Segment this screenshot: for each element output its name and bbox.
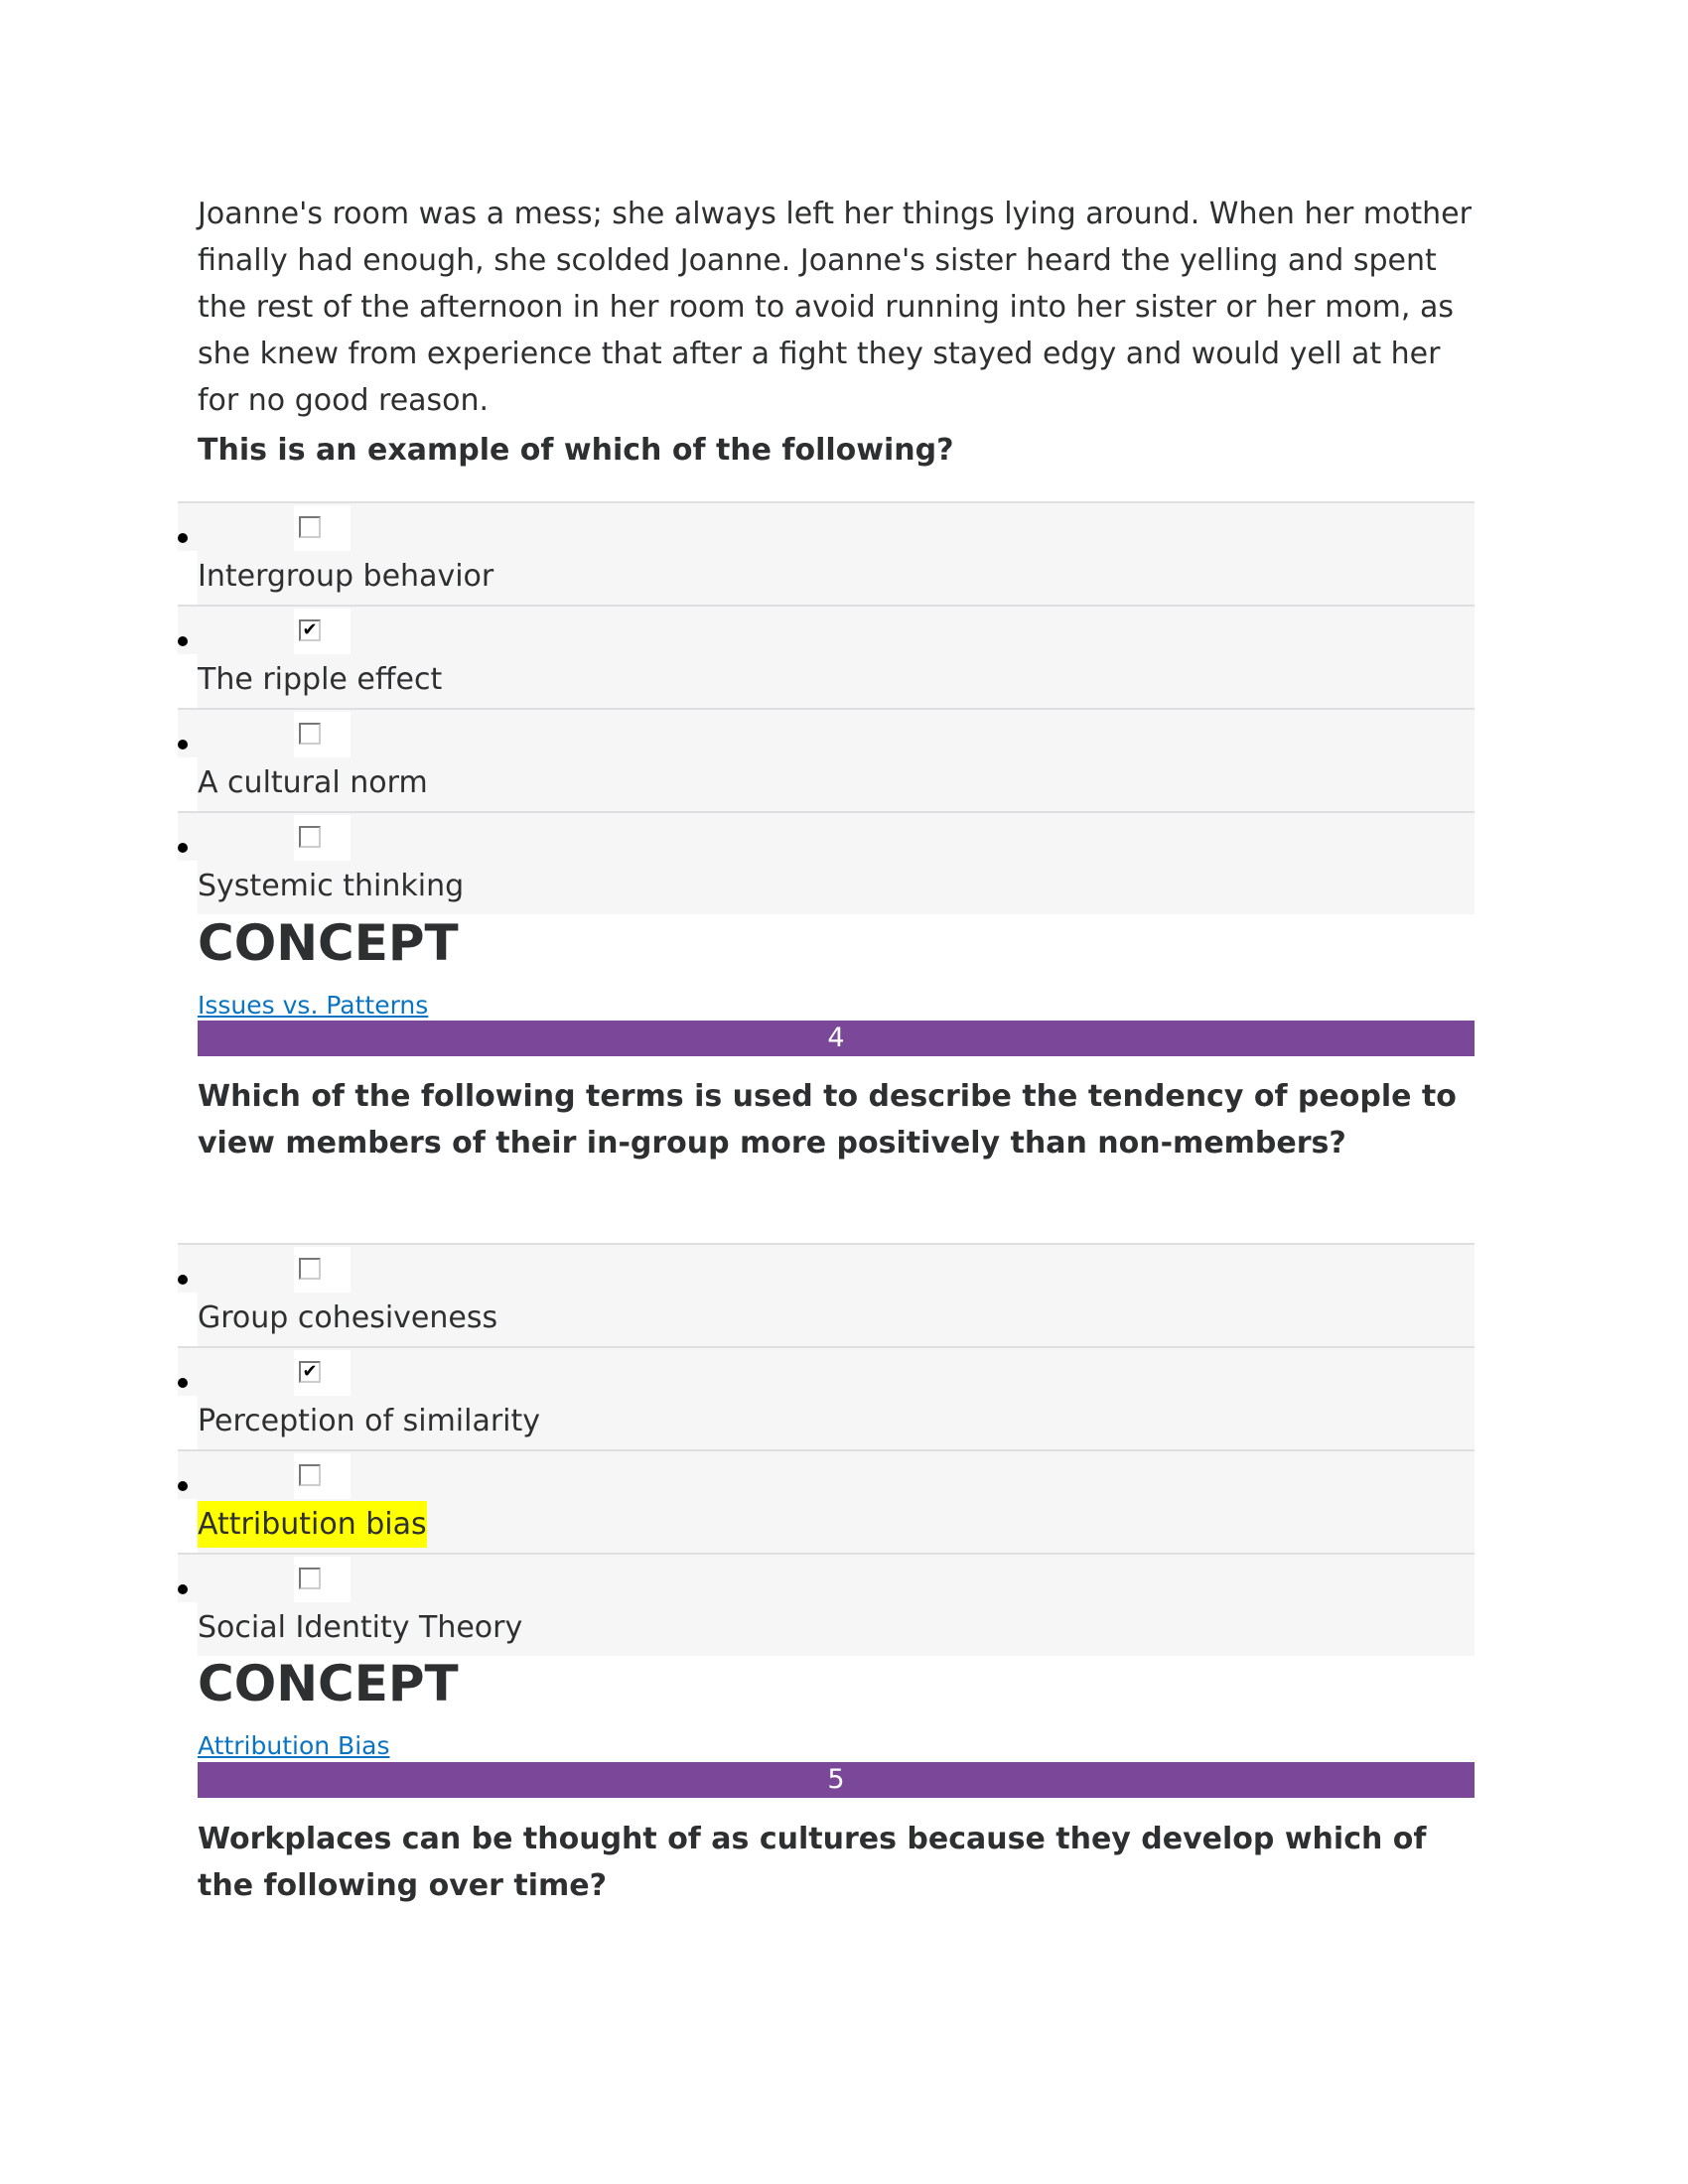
answer-list-q3 (178, 501, 1475, 914)
bullet-icon (178, 1584, 188, 1594)
checkbox[interactable] (299, 723, 321, 745)
question-number-bar: 4 (198, 1021, 1475, 1056)
checkbox[interactable] (299, 1464, 321, 1486)
answer-option[interactable] (178, 811, 1475, 914)
answer-label: Systemic thinking (198, 869, 465, 903)
answer-option[interactable] (178, 708, 1475, 811)
answer-option[interactable] (178, 1346, 1475, 1449)
answer-label: A cultural norm (198, 765, 428, 800)
bullet-icon (178, 636, 188, 646)
answer-option[interactable] (178, 1553, 1475, 1656)
bullet-icon (178, 1378, 188, 1388)
concept-heading: CONCEPT (198, 914, 459, 972)
checkbox[interactable] (299, 516, 321, 538)
checkbox-checked[interactable]: ✔ (299, 1361, 321, 1383)
checkbox[interactable] (299, 826, 321, 848)
bullet-icon (178, 843, 188, 853)
answer-option[interactable] (178, 1449, 1475, 1553)
bullet-icon (178, 1275, 188, 1285)
question-3-text: This is an example of which of the following? (198, 433, 954, 468)
checkbox-checked[interactable]: ✔ (299, 619, 321, 641)
bullet-icon (178, 740, 188, 750)
answer-label: Intergroup behavior (198, 559, 494, 594)
question-4-text: Which of the following terms is used to describe the tendency of people to view members of their in-group more positively than non-members? (198, 1079, 1457, 1160)
concept-heading: CONCEPT (198, 1655, 459, 1712)
answer-list-q4 (178, 1243, 1475, 1656)
bullet-icon (178, 533, 188, 543)
question-5-text: Workplaces can be thought of as cultures because they develop which of the following over time? (198, 1822, 1427, 1903)
answer-option[interactable] (178, 501, 1475, 605)
concept-link[interactable]: Issues vs. Patterns (198, 991, 429, 1020)
concept-link[interactable]: Attribution Bias (198, 1731, 390, 1760)
scenario-text: Joanne's room was a mess; she always left her things lying around. When her mother finally had enough, she scolded Joanne. Joanne's sister heard the yelling and spent the rest of the afternoon in her room to avoid running into her sister or her mom, as she knew from experience that after a fight they stayed edgy and would yell at her for no good reason. (198, 197, 1472, 418)
checkbox[interactable] (299, 1568, 321, 1589)
answer-option[interactable] (178, 1243, 1475, 1346)
answer-label: Group cohesiveness (198, 1300, 498, 1335)
answer-label: Perception of similarity (198, 1404, 541, 1438)
bullet-icon (178, 1481, 188, 1491)
question-number-bar: 5 (198, 1762, 1475, 1798)
answer-option[interactable] (178, 605, 1475, 708)
answer-label-highlighted: Attribution bias (198, 1501, 427, 1548)
checkbox[interactable] (299, 1258, 321, 1280)
answer-label: The ripple effect (198, 662, 443, 697)
answer-label: Social Identity Theory (198, 1610, 523, 1645)
